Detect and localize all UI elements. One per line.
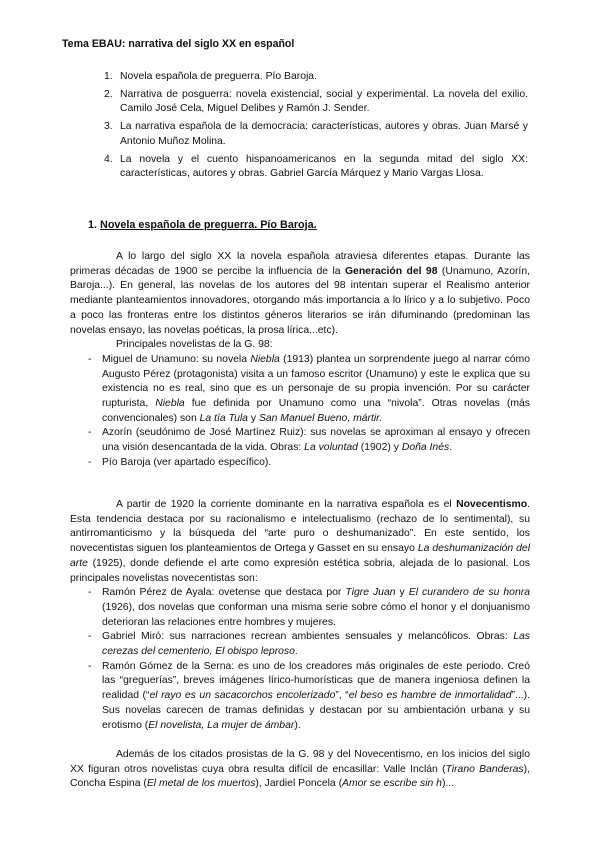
- topic-item: [104, 70, 528, 85]
- topic-number: 1.: [104, 71, 113, 82]
- list-item: - Ramón Pérez de Ayala: ovetense que destaca por Tigre Juan y El curandero de su honra (1926), dos novelas que conforman una misma serie sobre cómo el honor y el donjuanismo deterioran las relaciones entre hombres y mujeres.: [88, 587, 530, 628]
- paragraph-text: Además de los citados prosistas de la G. 98 y del Novecentismo, en los inicios del siglo XX figuran otros novelistas cuya obra resulta difícil de encasillar: Valle Inclán (Tirano Banderas), Concha Espina (El metal de los muertos), Jardiel Poncela (Amor se escribe sin h)...: [70, 749, 530, 790]
- section-title: Novela española de preguerra. Pío Baroja.: [100, 219, 317, 231]
- section-number: 1.: [88, 219, 98, 231]
- topic-item: [104, 153, 528, 182]
- topic-item: [104, 120, 528, 149]
- bold-term: Generación del 98: [344, 265, 438, 277]
- section-heading: [88, 218, 317, 233]
- paragraph-other-novelists: [70, 748, 530, 792]
- list-item: - Ramón Gómez de la Serna: es uno de los creadores más originales de este periodo. Creó las “greguerías”, breves imágenes lírico-humorísticas que de manera ingeniosa definen la realidad (“el rayo es un sacacorchos encolerizado”, “el beso es hambre de inmortalidad”...). Sus novelas carecen de tramas definidas y destacan por su ambientación urbana y su erotismo (El novelista, La mujer de ámbar).: [88, 660, 530, 731]
- topic-item: [104, 88, 528, 117]
- topic-number: 2.: [104, 88, 113, 100]
- topic-list: [104, 70, 528, 185]
- list-item: - Gabriel Miró: sus narraciones recrean ambientes sensuales y melancólicos. Obras: Las cerezas del cementerio, El obispo leproso.: [88, 631, 530, 658]
- paragraph-generation-98: [70, 250, 530, 471]
- topic-number: 4.: [104, 153, 113, 165]
- list-item: - Miguel de Unamuno: su novela Niebla (1913) plantea un sorprendente juego al narrar cómo Augusto Pérez (protagonista) visita a un famoso escritor (Unamuno) y este le explica que su existencia no es real, sino que es un personaje de su propia invención. Por su carácter rupturista, Niebla fue definida por Unamuno como una “nivola”. Otras novelas (más convencionales) son La tía Tula y San Manuel Bueno, mártir.: [88, 353, 530, 424]
- paragraph-novecentismo: [70, 498, 530, 733]
- paragraph-text: A partir de 1920 la corriente dominante en la narrativa española es el Novecentismo. Esta tendencia destaca por su racionalismo e intelectualismo (rechazo de lo sentimental), su antirromanticismo y la búsqueda del “arte puro o deshumanizado”. En este sentido, los novecentistas siguen los planteamientos de Ortega y Gasset en su ensayo La deshumanización del arte (1925), donde defiende el arte como expresión estética sobria, alejada de lo pasional. Los principales novelistas novecentistas son:: [70, 499, 530, 584]
- topic-number: 3.: [104, 121, 113, 133]
- topic-text: La novela y el cuento hispanoamericanos en la segunda mitad del siglo XX: características, autores y obras. Gabriel García Márquez y Mario Vargas Llosa.: [120, 153, 528, 180]
- topic-text: La narrativa española de la democracia: características, autores y obras. Juan Marsé y Antonio Muñoz Molina.: [120, 121, 528, 147]
- topic-text: Narrativa de posguerra: novela existencial, social y experimental. La novela del exilio. Camilo José Cela, Miguel Delibes y Ramón J. Sender.: [120, 88, 528, 115]
- paragraph-text: A lo largo del siglo XX la novela española atraviesa diferentes etapas. Durante las primeras décadas de 1900 se percibe la influencia de la Generación del 98 (Unamuno, Azorín, Baroja...). En general, las novelas de los autores del 98 intentan superar el Realismo anterior mediante planteamientos innovadores, otorgando más importancia a lo lírico y a lo subjetivo. Poco a poco las fronteras entre los distintos géneros literarios se irán difuminando (predominan las novelas ensayo, las novelas poéticas, la prosa lírica...etc).: [70, 251, 530, 336]
- subheading: Principales novelistas de la G. 98:: [116, 339, 273, 351]
- list-item: - Pío Baroja (ver apartado específico).: [88, 456, 272, 468]
- bold-term: Novecentismo: [456, 499, 528, 510]
- topic-text: Novela española de preguerra. Pío Baroja.: [120, 71, 317, 82]
- document-title: Tema EBAU: narrativa del siglo XX en español: [62, 38, 295, 50]
- list-item: - Azorín (seudónimo de José Martínez Ruiz): sus novelas se aproximan al ensayo y ofrecen una visión desencantada de la vida. Obras: La voluntad (1902) y Doña Inés.: [88, 427, 530, 454]
